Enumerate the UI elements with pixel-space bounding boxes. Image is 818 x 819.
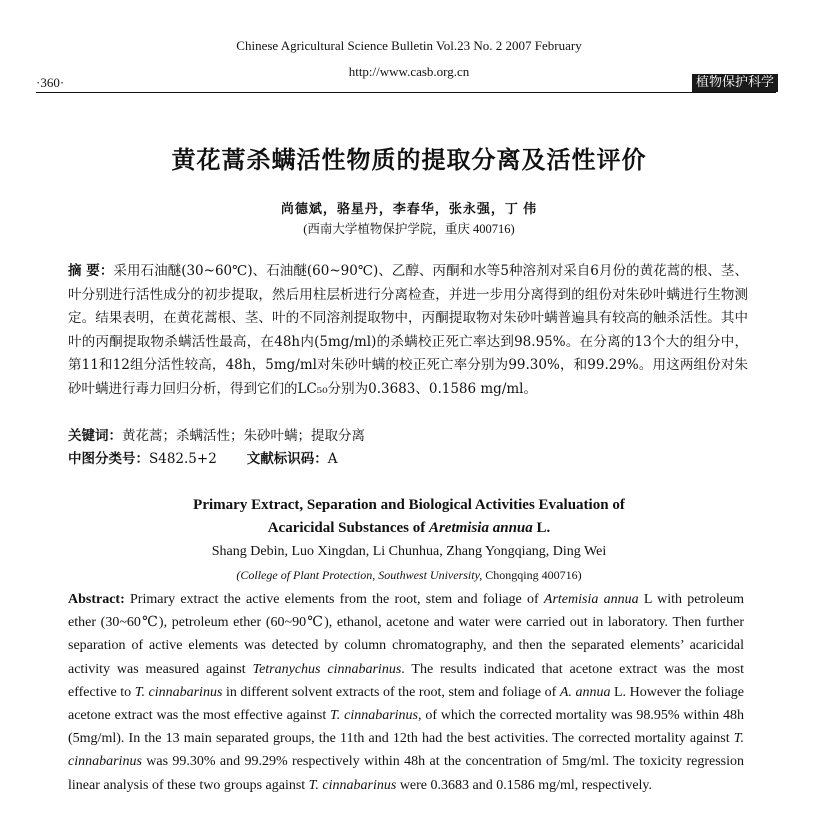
doc-label: 文献标识码：	[246, 451, 328, 467]
abstract-part: . The results indicated that acetone extract was the most effective to	[68, 661, 744, 700]
english-abstract	[68, 588, 744, 797]
chinese-abstract	[68, 260, 748, 401]
english-title-line1: Primary Extract, Separation and Biological Activities Evaluation of	[193, 497, 625, 513]
abstract-part: were 0.3683 and 0.1586 mg/ml, respectively.	[396, 777, 653, 793]
species-name: T. cinnabarinus	[308, 777, 397, 793]
chinese-authors: 尚德斌，骆星丹，李春华，张永强，丁 伟	[280, 201, 538, 216]
chinese-keywords-label: 关键词：	[68, 428, 122, 444]
species-name: Tetranychus cinnabarinus	[252, 661, 402, 677]
abstract-part: in different solvent extracts of the root, stem and foliage of	[222, 684, 560, 700]
english-affiliation	[0, 568, 818, 583]
chinese-keywords-text: 黄花蒿；杀螨活性；朱砂叶螨；提取分离	[122, 428, 365, 444]
species-name: Artemisia annua	[543, 592, 639, 607]
species-name: T. cinnabarinus	[68, 731, 744, 770]
abstract-part: L. However the foliage acetone extract was the most effective against	[68, 684, 744, 724]
species-name: A. annua	[559, 684, 611, 700]
abstract-part: was 99.30% and 99.29% respectively within 48h at the concentration of 5mg/ml. The toxicity regression linear analysis of these two groups against	[68, 754, 744, 793]
species-name: T. cinnabarinus	[330, 708, 419, 724]
english-affiliation-italic: (College of Plant Protection, Southwest University,	[236, 568, 483, 582]
page-number: ·360·	[36, 75, 65, 90]
english-affiliation-rest: Chongqing 400716)	[482, 568, 582, 582]
species-name: T. cinnabarinus	[134, 684, 223, 700]
chinese-keywords	[68, 425, 748, 449]
english-title-suffix: L.	[532, 520, 551, 536]
class-value: S482.5+2	[149, 451, 217, 467]
english-title-species: Aretmisia annua	[428, 520, 533, 536]
english-authors: Shang Debin, Luo Xingdan, Li Chunhua, Zhang Yongqiang, Ding Wei	[211, 544, 607, 559]
abstract-part: L with petroleum ether (30~60℃), petroleum ether (60~90℃), ethanol, acetone and water were carried out in laboratory. Then further separation of active elements was detected by column chromatography, and then the separated elements’ acaricidal activity was measured against	[68, 592, 744, 677]
doc-value: A	[327, 451, 338, 467]
chinese-affiliation: (西南大学植物保护学院，重庆 400716)	[303, 222, 515, 236]
class-label: 中图分类号：	[68, 451, 149, 467]
english-title-text: Acaricidal Substances of	[267, 520, 429, 536]
english-abstract-label: Abstract:	[68, 592, 125, 607]
abstract-part: Primary extract the active elements from the root, stem and foliage of	[124, 592, 544, 607]
journal-url[interactable]: http://www.casb.org.cn	[348, 64, 470, 79]
classification-line	[68, 448, 748, 472]
section-badge: 植物保护科学	[692, 74, 778, 92]
chinese-title: 黄花蒿杀螨活性物质的提取分离及活性评价	[171, 146, 647, 174]
chinese-abstract-text: 采用石油醚(30~60℃)、石油醚(60~90℃)、乙醇、丙酮和水等5种溶剂对采自6月份的黄花蒿的根、茎、叶分别进行活性成分的初步提取，然后用柱层析进行分离检查，并进一步用分离得到的组份对朱砂叶螨进行生物测定。结果表明，在黄花蒿根、茎、叶的不同溶剂提取物中，丙酮提取物对朱砂叶螨普遍具有较高的触杀活性。其中叶的丙酮提取物杀螨活性最高，在48h内(5mg/ml)的杀螨校正死亡率达到98.95%。在分离的13个大的组分中，第11和12组分活性较高，48h，5mg/ml对朱砂叶螨的校正死亡率分别为99.30%，和99.29%。用这两组份对朱砂叶螨进行毒力回归分析，得到它们的LC₅₀分别为0.3683、0.1586 mg/ml。	[68, 263, 748, 397]
header-rule	[36, 92, 776, 93]
chinese-abstract-label: 摘 要：	[68, 263, 114, 279]
abstract-part: , of which the corrected mortality was 98.95% within 48h (5mg/ml). In the 13 main separated groups, the 11th and 12th had the best activities. The corrected mortality against	[68, 708, 744, 747]
english-title-line2	[0, 520, 818, 537]
journal-header: Chinese Agricultural Science Bulletin Vol.23 No. 2 2007 February	[236, 38, 582, 53]
